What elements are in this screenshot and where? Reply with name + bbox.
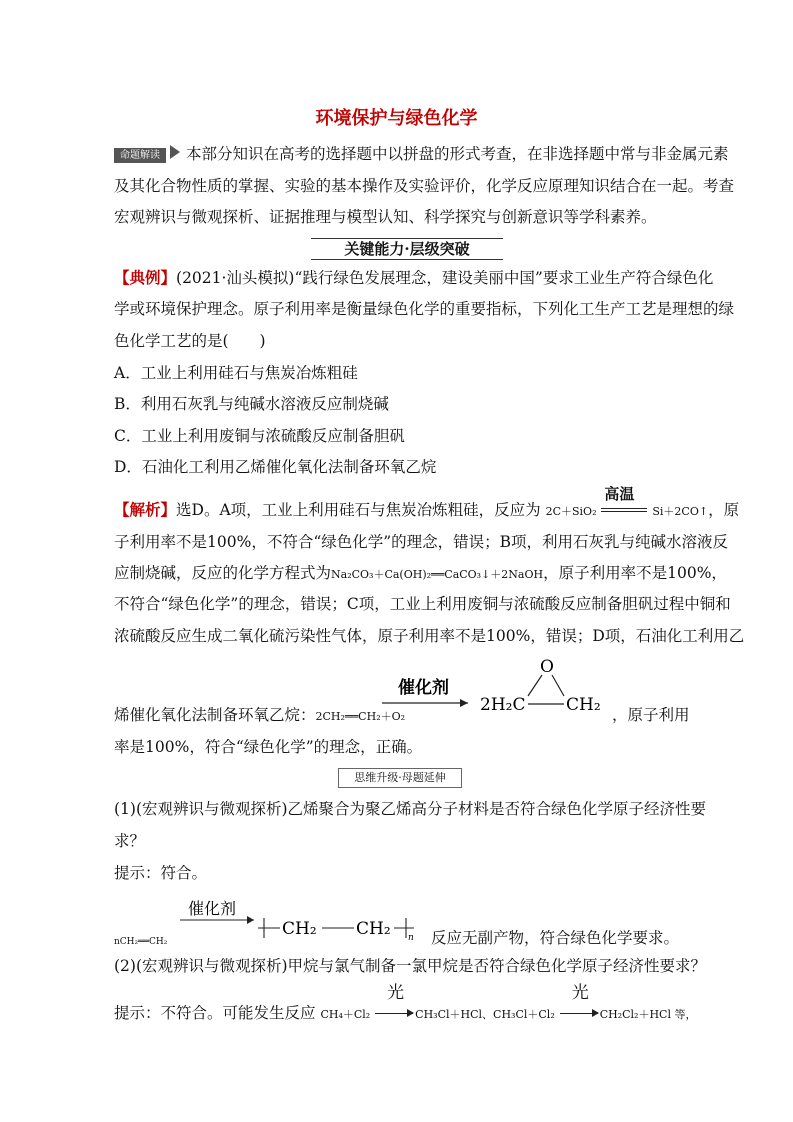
option-d: D．石油化工利用乙烯催化氧化法制备环氧乙烷	[114, 458, 437, 476]
analysis-tag: 【解析】	[114, 500, 177, 519]
high-temp-condition: 高温	[601, 502, 647, 522]
analysis-line-1: 【解析】选D。A项，工业上利用硅石与焦炭冶炼粗硅，反应为 2C＋SiO₂ 高温 Si＋2CO↑，原	[114, 500, 739, 522]
option-b: B．利用石灰乳与纯碱水溶液反应制烧碱	[114, 395, 389, 413]
light-arrow-1: 光	[375, 1005, 415, 1025]
intro-line-3: 宏观辨识与微观探析、证据推理与模型认知、科学探究与创新意识等学科素养。	[114, 208, 657, 226]
example-tag: 【典例】	[114, 268, 177, 287]
q1-line-1: (1)(宏观辨识与微观探析)乙烯聚合为聚乙烯高分子材料是否符合绿色化学原子经济性要	[114, 800, 707, 818]
option-c: C．工业上利用废铜与浓硫酸反应制备胆矾	[114, 427, 405, 445]
q2-line-1: (2)(宏观辨识与微观探析)甲烷与氯气制备一氯甲烷是否符合绿色化学原子经济性要求？	[114, 957, 707, 975]
analysis-line-4: 不符合“绿色化学”的理念，错误；C项，工业上利用废铜与浓硫酸反应制备胆矾过程中铜和	[114, 595, 731, 613]
svg-text:CH₂: CH₂	[356, 919, 391, 939]
analysis-line-5: 浓硫酸反应生成二氧化硫污染性气体，原子利用率不是100%，错误；D项，石油化工利用乙	[114, 627, 745, 645]
svg-text:2H₂C: 2H₂C	[480, 695, 526, 715]
q1-line-2: 求？	[114, 832, 146, 850]
intro-line-2: 及其化合物性质的掌握、实验的基本操作及实验评价，化学反应原理知识结合在一起。考查	[114, 177, 735, 195]
intro-badge: 命题解读	[114, 148, 166, 163]
q1-eq-left: nCH₂══CH₂	[114, 937, 168, 947]
section-banner: 关键能力·层级突破	[311, 237, 503, 261]
analysis-line-2: 子利用率不是100%，不符合“绿色化学”的理念，错误；B项，利用石灰乳与纯碱水溶液反	[114, 533, 729, 551]
analysis-line-3: 应制烧碱，反应的化学方程式为Na₂CO₃＋Ca(OH)₂══CaCO₃↓＋2NaOH，原子利用率不是100%，	[114, 564, 727, 582]
example-line-1: 【典例】(2021·汕头模拟)“践行绿色发展理念，建设美丽中国”要求工业生产符合绿色化	[114, 268, 714, 287]
q1-hint: 提示：符合。	[114, 864, 208, 882]
svg-text:CH₂: CH₂	[566, 695, 601, 715]
svg-text:催化剂: 催化剂	[398, 678, 449, 698]
epoxide-reaction-diagram	[382, 653, 612, 725]
example-line-3: 色化学工艺的是( )	[114, 332, 266, 350]
light-arrow-2: 光	[560, 1005, 600, 1025]
example-line-2: 学或环境保护理念。原子利用率是衡量绿色化学的重要指标，下列化工生产工艺是理想的绿	[114, 300, 735, 318]
analysis-line-6: 烯催化氧化法制备环氧乙烷：2CH₂══CH₂＋O₂	[114, 706, 406, 724]
extension-tag: 思维升级·母题延伸	[338, 768, 462, 788]
option-a: A．工业上利用硅石与焦炭冶炼粗硅	[114, 364, 358, 382]
intro-line-1: 命题解读 本部分知识在高考的选择题中以拼盘的形式考查，在非选择题中常与非金属元素	[114, 144, 729, 164]
svg-text:CH₂: CH₂	[282, 919, 317, 939]
page-title: 环境保护与绿色化学	[315, 108, 478, 129]
svg-text:催化剂: 催化剂	[188, 899, 237, 918]
polymerization-diagram	[180, 896, 420, 944]
analysis-line-6-tail: ，原子利用	[612, 706, 690, 724]
badge-arrow-icon	[170, 145, 180, 159]
q2-hint-line: 提示：不符合。可能发生反应 CH₄＋Cl₂ 光 CH₃Cl＋HCl、CH₃Cl＋Cl₂ 光 CH₂Cl₂＋HCl 等，	[114, 1003, 696, 1025]
analysis-line-7: 率是100%，符合“绿色化学”的理念，正确。	[114, 738, 423, 756]
q1-tail: 反应无副产物，符合绿色化学要求。	[431, 929, 680, 947]
svg-text:n: n	[408, 933, 414, 943]
svg-text:O: O	[540, 657, 554, 677]
